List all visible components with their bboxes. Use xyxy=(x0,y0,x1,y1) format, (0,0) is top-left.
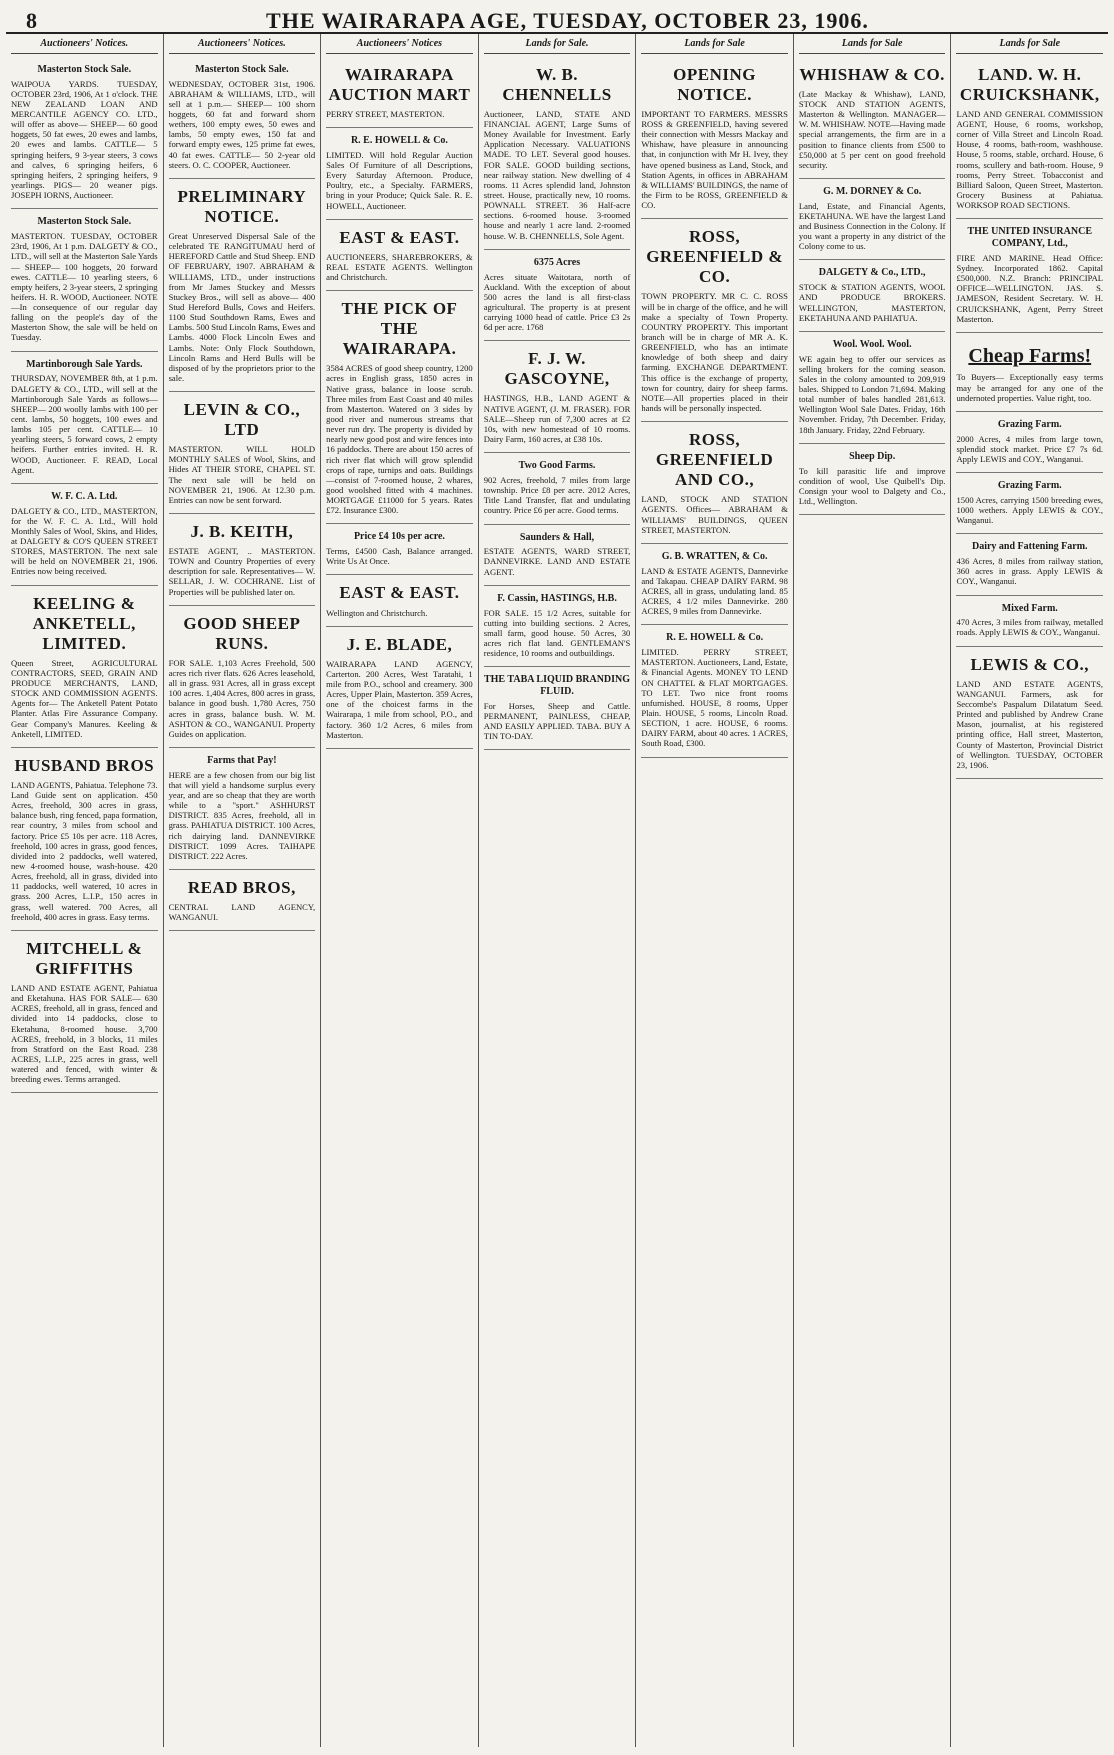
advertisement-heading: Grazing Farm. xyxy=(997,480,1062,492)
advertisement xyxy=(326,627,473,749)
column xyxy=(794,34,952,1747)
advertisement xyxy=(169,57,316,179)
advertisement-body: Queen Street, AGRICULTURAL CONTRACTORS, SEED, GRAIN AND PRODUCE MERCHANTS, LAND, STOCK AND COMMISSION AGENTS. Agents for— The Anketell Patent Potato Planter. Atlas Fire Assurance Company. Gear Company's Manures. Keeling & Anketell, LIMITED. xyxy=(11,657,158,739)
advertisement-heading: THE UNITED INSURANCE COMPANY, Ltd., xyxy=(967,226,1092,250)
advertisement-body: LIMITED. Will hold Regular Auction Sales Of Furniture of all Descriptions, Every Saturday Afternoon. Produce, Poultry, etc., a Specialty. FARMERS, bring in your Produce; Quick Sale. R. E. HOWELL, Auctioneer. xyxy=(326,149,473,211)
advertisement-heading: DALGETY & Co., LTD., xyxy=(818,267,926,279)
advertisement xyxy=(326,291,473,524)
advertisement-body: WEDNESDAY, OCTOBER 31st, 1906. ABRAHAM & WILLIAMS, LTD., will sell at 1 p.m.— SHEEP— 100 shorn hoggets, 60 fat and forward shorn wethers, 100 empty ewes, 50 ewes and lambs, 50 empty ewes, 150 fat and forward empty ewes, 125 prime fat ewes, 40 fat ewes. CATTLE— 50 2-year old steers. O. C. COOPER, Auctioneer. xyxy=(168,78,316,170)
advertisement-heading: W. B. CHENNELLS xyxy=(502,64,612,104)
advertisement xyxy=(799,57,946,179)
advertisement-body: LAND, STOCK AND STATION AGENTS. Offices— ABRAHAM & WILLIAMS' BUILDINGS, QUEEN STREET, MASTERTON. xyxy=(641,494,788,535)
advertisement-body: FOR SALE. 15 1/2 Acres, suitable for cutting into building sections. 2 Acres, small farm, good house. 50 Acres, 30 acres rich flat land. GENTLEMAN'S residence, 10 rooms and outbuildings. xyxy=(483,607,631,659)
advertisement xyxy=(169,514,316,606)
advertisement-heading: ROSS, GREENFIELD & CO. xyxy=(646,227,784,287)
column-header: Lands for Sale xyxy=(956,36,1103,54)
advertisement-body: LAND AND GENERAL COMMISSION AGENT, House, 6 rooms, workshop, corner of Villa Street and Lincoln Road. House, 4 rooms, bath-room, washhouse. House, 5 rooms, stable, orchard. House, 6 rooms, scullery and bath-room. House, 9 rooms, Perry Street. Tobacconist and Billiard Saloon, Queen Street, Masterton. Grocery Business at Pahiatua. WORKSOP ROAD SECTIONS. xyxy=(956,108,1104,211)
advertisement-heading: PRELIMINARY NOTICE. xyxy=(177,186,307,226)
advertisement-heading: READ BROS, xyxy=(187,878,296,898)
column-header: Lands for Sale. xyxy=(484,36,631,54)
advertisement-body: MASTERTON. TUESDAY, OCTOBER 23rd, 1906, At 1 p.m. DALGETY & CO., LTD., will sell at the Masterton Sale Yards— SHEEP— 100 hoggets, 20 forward ewes. CATTLE— 10 yearling steers, 6 empty heifers, 2 3-year steers, 2 springing heifers. H. R. WOOD, Auctioneer. NOTE—In consequence of our regular day falling on the people's day of the Masterton Show, the sale will be held on Tuesday. xyxy=(11,231,158,343)
advertisement-heading: Masterton Stock Sale. xyxy=(195,63,289,75)
column xyxy=(6,34,164,1747)
advertisement-body: LAND AND ESTATE AGENT, Pahiatua and Eketahuna. HAS FOR SALE— 630 ACRES, freehold, all in grass, fenced and divided into 14 paddocks, close to Eketahuna, 8-roomed house. 3,700 ACRES, freehold, in 3 blocks, 11 miles from Stratford on the East Road. 238 ACRES, L.I.P., 225 acres in grass, well watered and fenced, with winter & breeding ewes. Terms arranged. xyxy=(11,982,158,1085)
advertisement-heading: GOOD SHEEP RUNS. xyxy=(183,613,301,653)
column xyxy=(479,34,637,1747)
column xyxy=(951,34,1108,1747)
advertisement xyxy=(484,525,631,586)
advertisement-body: Wellington and Christchurch. xyxy=(326,607,428,618)
advertisement-body: WAIPOUA YARDS. TUESDAY, OCTOBER 23rd, 1906, At 1 o'clock. THE NEW ZEALAND LOAN AND MERCANTILE AGENCY CO. LTD., will offer as above— SHEEP— 60 good hoggets, 50 fat ewes, 20 ewes and lambs, 20 ewes and lambs. CATTLE— 5 springing heifers, 9 3-year steers, 3 cows and calves, 6 springing heifers, 6 springing heifers, 2 springing heifers, 9 yearlings. PIGS— 20 weaner pigs. JOSEPH IORNS, Auctioneer. xyxy=(11,78,158,201)
advertisement-body: 1500 Acres, carrying 1500 breeding ewes, 1000 wethers. Apply LEWIS & COY., Wanganui. xyxy=(956,494,1104,526)
advertisement-heading: R. E. HOWELL & Co. xyxy=(666,632,764,644)
advertisement-heading: G. M. DORNEY & Co. xyxy=(823,185,922,197)
advertisement xyxy=(484,250,631,342)
advertisement-heading: ROSS, GREENFIELD AND CO., xyxy=(655,430,774,490)
advertisement xyxy=(956,596,1103,647)
advertisement xyxy=(169,870,316,931)
advertisement-heading: 6375 Acres xyxy=(533,256,581,268)
advertisement-body: LAND AGENTS, Pahiatua. Telephone 73. Land Guide sent on application. 450 Acres, freehold, 300 acres in grass, balance bush, ring fenced, papa formation, rear country, 3 miles from school and factory. Price £5 10s per acre. 118 Acres, freehold, 100 acres in grass, good fences, divided into 2 paddocks, well watered, new 4-roomed house, wash-house. 420 Acres, freehold, all in grass, divided into 11 paddocks, well watered, 10 acres in grass. 200 Acres, L.I.P., 150 acres in grass, well watered. 700 Acres, all freehold, 400 acres in grass. Easy terms. xyxy=(11,779,158,922)
advertisement xyxy=(641,57,788,220)
advertisement-body: To kill parasitic life and improve condition of wool, Use Quibell's Dip. Consign your wool to Dalgety and Co., Ltd., Wellington. xyxy=(798,465,946,506)
advertisement-heading: OPENING NOTICE. xyxy=(673,64,757,104)
advertisement-heading: WAIRARAPA AUCTION MART xyxy=(328,64,471,104)
column xyxy=(321,34,479,1747)
advertisement xyxy=(799,444,946,515)
advertisement-body: Auctioneer, LAND, STATE AND FINANCIAL AGENT, Large Sums of Money Available for Investment. Early Application Necessary. VALUATIONS MADE. TO LET. Several good houses. FOR SALE. GOOD building sections, near railway station. New dwelling of 4 rooms. 11 Acres splendid land, Johnston street. House, practically new, 10 rooms. POWNALL STREET. 36 Half-acre sections. 6-roomed house. 3-roomed house and nearly 1 acre land. 2-roomed house. W. B. CHENNELLS, Sole Agent. xyxy=(483,108,631,241)
advertisement-body: (Late Mackay & Whishaw), LAND, STOCK AND STATION AGENTS, Masterton & Wellington. MANAGER—W. M. WHISHAW. NOTE—Having made special arrangements, the firm are in a position to finance clients from £500 to £50,000 at 5 per cent on good freehold security. xyxy=(798,88,946,170)
advertisement-heading: THE TABA LIQUID BRANDING FLUID. xyxy=(483,674,631,698)
advertisement xyxy=(956,219,1103,333)
advertisement-heading: G. B. WRATTEN, & Co. xyxy=(661,550,768,562)
advertisement-body: 470 Acres, 3 miles from railway, metalled roads. Apply LEWIS & COY., Wanganui. xyxy=(956,617,1104,638)
advertisement-heading: LAND. W. H. CRUICKSHANK, xyxy=(959,64,1100,104)
advertisement-heading: KEELING & ANKETELL, LIMITED. xyxy=(32,593,136,653)
columns xyxy=(6,34,1108,1747)
advertisement-heading: LEVIN & CO., LTD xyxy=(183,400,301,440)
advertisement xyxy=(956,647,1103,779)
advertisement xyxy=(326,575,473,626)
advertisement-body: FOR SALE. 1,103 Acres Freehold, 500 acres rich river flats. 626 Acres leasehold, all in grass. 931 Acres, all in grass except 100 acres. 1,404 Acres, 800 acres in grass, balance in good bush. 1,780 Acres, 750 acres in grass, balance bush. W. M. ASHTON & CO., WANGANUI. Property Guides on application. xyxy=(168,657,316,739)
advertisement-body: ESTATE AGENTS, WARD STREET, DANNEVIRKE. LAND AND ESTATE AGENT. xyxy=(483,546,631,577)
advertisement-heading: Mixed Farm. xyxy=(1001,602,1058,614)
advertisement-body: LIMITED. PERRY STREET, MASTERTON. Auctioneers, Land, Estate, & Financial Agents. MONEY TO LEND ON CHATTEL & FLAT MORTGAGES. TO LET. Two nice front rooms unfurnished. HOUSE, 8 rooms, Upper Plain. HOUSE, 5 rooms, Lincoln Road. SECTION, 1 acre. HOUSE, 6 rooms. DAIRY FARM, about 40 acres. 1 ACRES, South Road, £300. xyxy=(641,647,788,749)
column-header: Lands for Sale xyxy=(799,36,946,54)
advertisement xyxy=(326,220,473,291)
advertisement xyxy=(11,586,158,748)
advertisement-heading: Price £4 10s per acre. xyxy=(353,531,445,543)
advertisement-heading: Grazing Farm. xyxy=(997,418,1062,430)
masthead xyxy=(6,0,1108,34)
advertisement xyxy=(484,453,631,524)
advertisement xyxy=(326,128,473,220)
column-header: Auctioneers' Notices. xyxy=(169,36,316,54)
advertisement xyxy=(956,412,1103,473)
advertisement-heading: EAST & EAST. xyxy=(339,227,460,247)
column-header: Lands for Sale xyxy=(641,36,788,54)
advertisement-body: AUCTIONEERS, SHAREBROKERS, & REAL ESTATE AGENTS. Wellington and Christchurch. xyxy=(326,251,473,282)
column xyxy=(636,34,794,1747)
advertisement-heading: R. E. HOWELL & Co. xyxy=(350,135,448,147)
advertisement-heading: J. E. BLADE, xyxy=(346,634,453,654)
advertisement xyxy=(799,332,946,444)
advertisement-heading: Farms that Pay! xyxy=(207,754,277,766)
advertisement xyxy=(11,748,158,931)
advertisement-body: To Buyers— Exceptionally easy terms may be arranged for any one of the undernoted properties. Value right, too. xyxy=(956,372,1104,403)
column-header: Auctioneers' Notices xyxy=(326,36,473,54)
advertisement xyxy=(11,484,158,586)
advertisement-body: 3584 ACRES of good sheep country, 1200 acres in English grass, 1850 acres in Native grass, balance in loose scrub. Three miles from East Coast and 40 miles from Masterton. Watered on 3 sides by good river and numerous streams that never run dry. The property is divided by nearly new good post and wire fences into 16 paddocks. There are about 150 acres of rich river flat which will grow splendid crops of rape, turnips and oats. Buildings—consist of 7-roomed house, 2 whares, good woolshed fitted with 4 machines. MORTGAGE £11000 for 5 years. Rates £72. Insurance £300. xyxy=(326,363,473,516)
advertisement-body: ESTATE AGENT, .. MASTERTON. TOWN and Country Properties of every description for sale. Representatives— W. SELLAR, J. W. COCHRANE. List of Properties will be published later on. xyxy=(168,546,316,597)
advertisement-heading: F. J. W. GASCOYNE, xyxy=(504,349,610,389)
column xyxy=(164,34,322,1747)
advertisement-body: MASTERTON. WILL HOLD MONTHLY SALES of Wool, Skins, and Hides AT THEIR STORE, CHAPEL ST. The next sale will be held on NOVEMBER 21, 1906. At 12.30 p.m. Entries can now be sent forward. xyxy=(168,444,316,505)
advertisement-body: Land, Estate, and Financial Agents, EKETAHUNA. WE have the largest Land and Business Connection in the Colony. If you want a property in any district of the Colony come to us. xyxy=(798,200,946,252)
advertisement-heading: EAST & EAST. xyxy=(339,583,460,603)
advertisement xyxy=(11,57,158,209)
advertisement xyxy=(11,352,158,484)
advertisement xyxy=(169,748,316,870)
advertisement-body: 902 Acres, freehold, 7 miles from large township. Price £8 per acre. 2012 Acres, Title Land Transfer, flat and undulating country. Price £6 per acre. Good terms. xyxy=(483,474,631,516)
advertisement xyxy=(484,586,631,668)
advertisement-body: HASTINGS, H.B., LAND AGENT & NATIVE AGENT, (J. M. FRASER). FOR SALE—Sheep run of 7,300 acres at £2 10s, with new homestead of 10 rooms. Dairy Farm, 160 acres, at £38 10s. xyxy=(483,393,631,445)
advertisement-heading: THE PICK OF THE WAIRARAPA. xyxy=(341,299,458,359)
advertisement xyxy=(484,57,631,250)
advertisement xyxy=(641,422,788,544)
advertisement-body: TOWN PROPERTY. MR C. C. ROSS will be in charge of the office, and he will make a specialty of Town Property. COUNTRY PROPERTY. This important branch will be in charge of MR A. K. GREENFIELD, who has an intimate knowledge of both sheep and dairy farming. EXCHANGE DEPARTMENT. This office is the exchange of property, town for country, dairy for sheep farms. NOTE—All properties placed in their hands will be personally inspected. xyxy=(641,291,788,413)
advertisement-heading: Wool. Wool. Wool. xyxy=(832,338,912,350)
advertisement-body: Terms, £4500 Cash, Balance arranged. Write Us At Once. xyxy=(326,546,473,567)
advertisement xyxy=(484,341,631,453)
advertisement xyxy=(169,606,316,748)
advertisement xyxy=(956,57,1103,220)
advertisement-heading: Cheap Farms! xyxy=(968,344,1092,367)
advertisement-body: Acres situate Waitotara, north of Auckland. With the exception of about 500 acres the land is all first-class agricultural. The property is at present carrying 1000 head of cattle. Price £3 2s 6d per acre. 1768 xyxy=(483,271,631,333)
advertisement-body: HERE are a few chosen from our big list that will yield a handsome surplus every year, and are so cheap that they are worth while to a "sport." ASHHURST DISTRICT. 835 Acres, freehold, all in grass. PAHIATUA DISTRICT. 100 Acres, rich dairying land. DANNEVIRKE DISTRICT. 1099 Acres. TAIHAPE DISTRICT. 222 Acres. xyxy=(168,769,316,861)
advertisement-heading: Sheep Dip. xyxy=(849,450,896,462)
advertisement-body: IMPORTANT TO FARMERS. MESSRS ROSS & GREENFIELD, having severed their connection with Messrs Mackay and Whishaw, have pleasure in announcing that, in conjunction with Mr H. Ivey, they have opened business as Land, Stock, and Station Agents, in offices in ABRAHAM & WILLIAMS' BUILDINGS, the name of the Firm to be ROSS, GREENFIELD & CO. xyxy=(641,108,788,211)
advertisement-body: For Horses, Sheep and Cattle. PERMANENT, PAINLESS, CHEAP, AND EASILY APPLIED. TABA. BUY A TIN TO-DAY. xyxy=(483,700,631,742)
advertisement-body: THURSDAY, NOVEMBER 8th, at 1 p.m. DALGETY & CO., LTD., will sell at the Martinborough Sale Yards as follows— SHEEP— 200 woolly lambs with 100 per cent. lambs, 50 hoggets, 100 ewes and lambs 105 per cent. CATTLE— 10 yearling steers, 5 forward cows, 2 empty heifers. Further entries invited. H. R. WOOD, Auctioneer. F. READ, Local Agent. xyxy=(11,373,158,475)
advertisement xyxy=(326,57,473,128)
newspaper-title: THE WAIRARAPA AGE, TUESDAY, OCTOBER 23, 1906. xyxy=(266,8,869,33)
advertisement-heading: Martinborough Sale Yards. xyxy=(26,358,143,370)
advertisement-heading: Saunders & Hall, xyxy=(519,531,595,543)
page-number: 8 xyxy=(26,8,37,33)
advertisement-body: Great Unreserved Dispersal Sale of the celebrated TE RANGITUMAU herd of HEREFORD Cattle and Stud Sheep. END OF FEBRUARY, 1907. ABRAHAM & WILLIAMS, LTD., under instructions from Mr James Stuckey and Messrs Stuckey Bros., will sell as above— 400 Stud Hereford Bulls, Cows and Heifers. 1100 Stud Southdown Rams, Ewes and Lambs. 500 Stud Lincoln Rams, Ewes and Lambs. 4000 Flock Lincoln Ewes and Lambs. Note: Only Flock Southdown, Lincoln Rams and Herd Bulls will be disposed of by the proprietors prior to the sale. xyxy=(168,230,316,383)
advertisement-body: DALGETY & CO., LTD., MASTERTON, for the W. F. C. A. Ltd., Will hold Monthly Sales of Wool, Skins, and Hides, at DALGETY & CO'S QUEEN STREET STORES, MASTERTON. The next sale will be held on NOVEMBER 21, 1906. Entries now being received. xyxy=(11,505,158,577)
advertisement-heading: Two Good Farms. xyxy=(518,460,596,472)
advertisement xyxy=(799,179,946,261)
advertisement xyxy=(956,534,1103,595)
column-header: Auctioneers' Notices. xyxy=(11,36,158,54)
advertisement-body: STOCK & STATION AGENTS, WOOL AND PRODUCE BROKERS. WELLINGTON, MASTERTON, EKETAHUNA AND PAHIATUA. xyxy=(798,282,946,323)
advertisement-heading: LEWIS & CO., xyxy=(970,654,1089,674)
advertisement xyxy=(956,473,1103,534)
advertisement-heading: F. Cassin, HASTINGS, H.B. xyxy=(497,592,617,604)
advertisement-heading: Masterton Stock Sale. xyxy=(37,63,132,75)
advertisement xyxy=(641,219,788,422)
advertisement-body: FIRE AND MARINE. Head Office: Sydney. Incorporated 1862. Capital £500,000. N.Z. Branch: PRINCIPAL OFFICE—WELLINGTON. JAS. S. JAMESON, Resident Secretary. W. H. CRUICKSHANK, Agent, Perry Street Masterton. xyxy=(956,252,1104,324)
advertisement-heading: Masterton Stock Sale. xyxy=(37,216,132,228)
advertisement-body: WE again beg to offer our services as selling brokers for the coming season. Sales in the colony amounted to 209,919 bales. Shipped to London 71,694. Making total number of bales handled 281,613. Wellington Wool Sale Dates. Friday, 16th November. Friday, 7th December. Friday, 18th January. Friday, 22nd February. xyxy=(798,353,946,435)
advertisement-body: LAND & ESTATE AGENTS, Dannevirke and Takapau. CHEAP DAIRY FARM. 98 ACRES, all in grass, undulating land. 85 ACRES, 4 1/2 miles Dannevirke. 280 ACRES, 9 miles from Dannevirke. xyxy=(641,565,788,617)
advertisement xyxy=(956,333,1103,412)
advertisement-body: PERRY STREET, MASTERTON. xyxy=(326,108,445,119)
advertisement-heading: WHISHAW & CO. xyxy=(799,64,945,84)
advertisement-body: 436 Acres, 8 miles from railway station, 360 acres in grass. Apply LEWIS & COY., Wanganui. xyxy=(956,556,1104,587)
advertisement xyxy=(641,544,788,626)
advertisement-heading: W. F. C. A. Ltd. xyxy=(51,490,118,502)
advertisement xyxy=(169,179,316,392)
advertisement-heading: MITCHELL & GRIFFITHS xyxy=(26,938,143,978)
advertisement xyxy=(326,524,473,575)
advertisement xyxy=(11,209,158,351)
advertisement-heading: Dairy and Fattening Farm. xyxy=(971,541,1088,553)
advertisement-heading: J. B. KEITH, xyxy=(190,522,294,541)
advertisement-body: WAIRARAPA LAND AGENCY, Carterton. 200 Acres, West Taratahi, 1 mile from P.O., school and creamery. 300 Acres, Upper Plain, Masterton. 359 Acres, one of the choicest farms in the Wairarapa, 1 mile from school, P.O., and factory. 360 1/2 Acres, 6 miles from Masterton. xyxy=(326,658,473,740)
advertisement xyxy=(11,931,158,1094)
advertisement xyxy=(484,667,631,750)
advertisement-body: 2000 Acres, 4 miles from large town, splendid stock market. Price £7 7s 6d. Apply LEWIS and COY., Wanganui. xyxy=(956,433,1104,464)
advertisement xyxy=(169,392,316,514)
advertisement-body: CENTRAL LAND AGENCY, WANGANUI. xyxy=(168,902,316,923)
advertisement-body: LAND AND ESTATE AGENTS, WANGANUI. Farmers, ask for Seccombe's Paspalum Dilatatum Seed. Printed and published by Andrew Crane Mason, journalist, at his registered printing office, Hall street, Masterton, County of Masterton, Provincial District of Wellington. TUESDAY, OCTOBER 23, 1906. xyxy=(956,678,1104,770)
advertisement xyxy=(799,260,946,331)
advertisement xyxy=(641,625,788,757)
advertisement-heading: HUSBAND BROS xyxy=(14,755,155,775)
